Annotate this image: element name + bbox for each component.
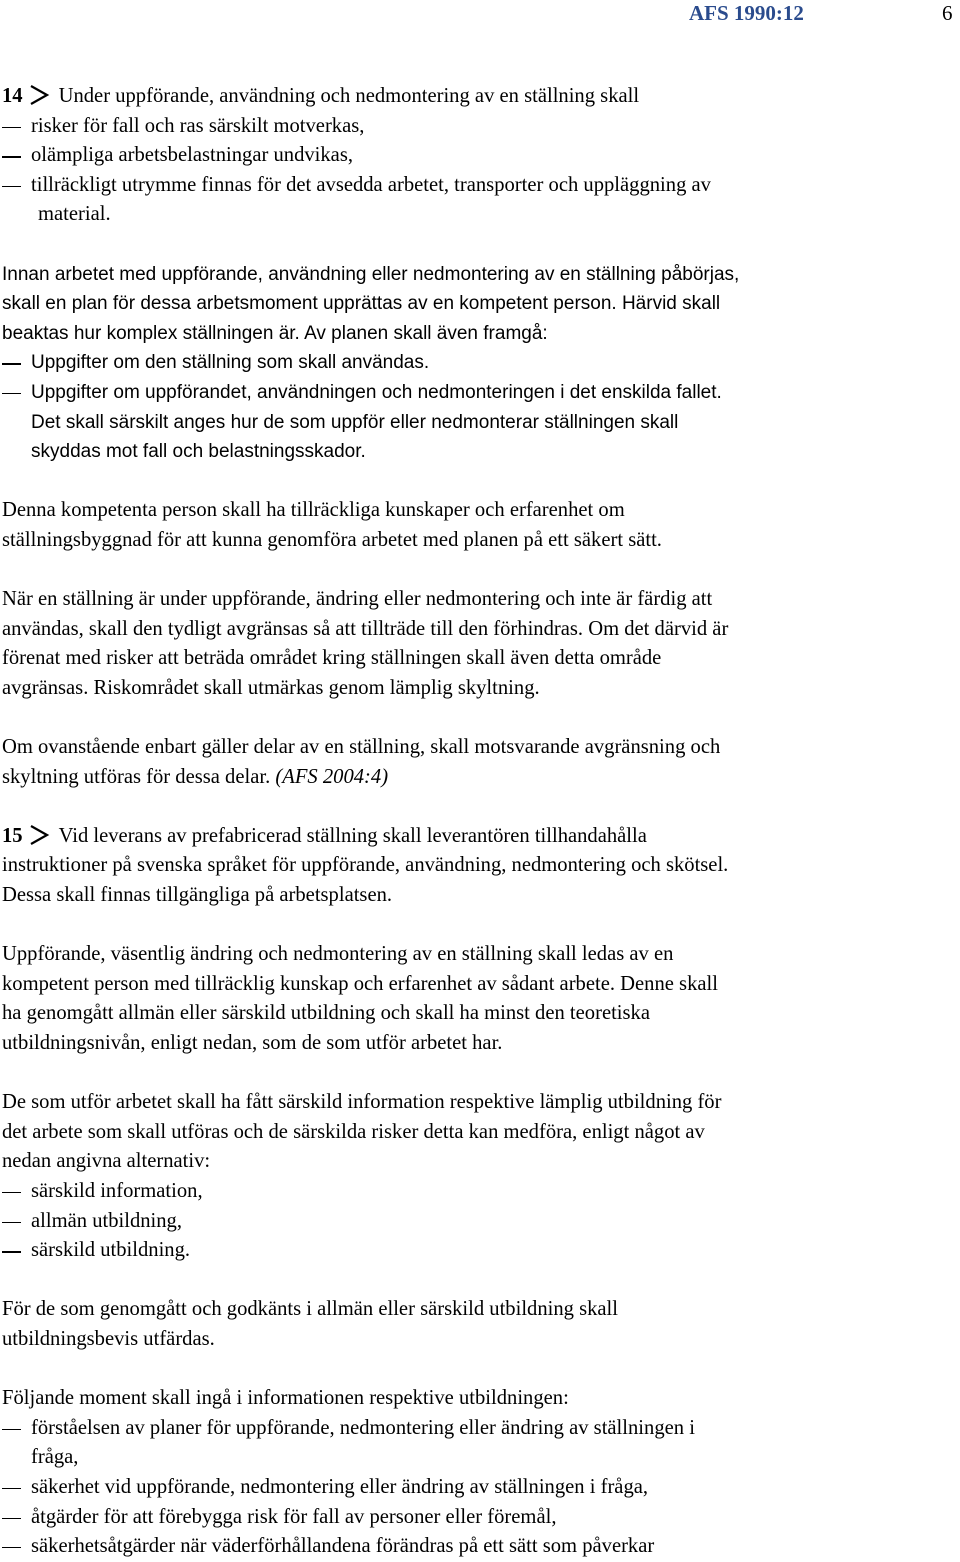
section-number: 15 [2, 824, 23, 847]
paragraph-text: skyltning utföras för dessa delar. [2, 765, 271, 788]
section-15-intro: Vid leverans av prefabricerad ställning skall leverantören tillhandahålla [58, 824, 647, 847]
paragraph-line: När en ställning är under uppförande, ändring eller nedmontering och inte är färdig att [2, 588, 713, 611]
paragraph-line: Innan arbetet med uppförande, användning eller nedmontering av en ställning påbörjas, [2, 263, 740, 285]
paragraph-line: Denna kompetenta person skall ha tillräckliga kunskaper och erfarenhet om [2, 499, 625, 522]
section-number: 14 [2, 85, 23, 107]
paragraph-line: användas, skall den tydligt avgränsas så att tillträde till den förhindras. Om det därvid är [2, 617, 729, 640]
list-item: särskild utbildning. [0, 1236, 960, 1266]
paragraph-line: utbildningsbevis utfärdas. [2, 1327, 215, 1350]
paragraph-line: skyddas mot fall och belastningsskador. [31, 441, 366, 463]
list-item: särskild information, [0, 1177, 960, 1207]
section-14-heading [0, 82, 960, 112]
list-item: säkerhet vid uppförande, nedmontering eller ändring av ställningen i fråga, [0, 1473, 960, 1503]
paragraph-line: avgränsas. Riskområdet skall utmärkas genom lämplig skyltning. [2, 676, 540, 699]
amendment-reference: (AFS 2004:4) [275, 765, 389, 788]
paragraph-sign-icon [27, 83, 51, 107]
list-item-continuation: material. [38, 203, 111, 226]
section-15-heading [0, 822, 960, 852]
list-item: allmän utbildning, [0, 1207, 960, 1237]
paragraph-line: Om ovanstående enbart gäller delar av en ställning, skall motsvarande avgränsning och [2, 736, 721, 759]
paragraph-line: förenat med risker att beträda området kring ställningen skall även detta område [2, 647, 662, 670]
list-item: säkerhetsåtgärder när väderförhållandena förändras på ett sätt som påverkar [0, 1532, 960, 1562]
paragraph-line [0, 763, 960, 793]
list-item-continuation: fråga, [31, 1446, 79, 1469]
paragraph-line: instruktioner på svenska språket för uppförande, användning, nedmontering och skötsel. [2, 854, 729, 877]
paragraph-line: För de som genomgått och godkänts i allmän eller särskild utbildning skall [2, 1298, 619, 1321]
paragraph-line: kompetent person med tillräcklig kunskap och erfarenhet av sådant arbete. Denne skall [2, 972, 718, 995]
paragraph-line: det arbete som skall utföras och de särskilda risker detta kan medföra, enligt något av [2, 1120, 705, 1143]
list-item: tillräckligt utrymme finnas för det avsedda arbetet, transporter och uppläggning av [0, 171, 960, 201]
list-item: Uppgifter om den ställning som skall användas. [0, 348, 960, 378]
paragraph-line: De som utför arbetet skall ha fått särskild information respektive lämplig utbildning för [2, 1091, 722, 1114]
list-item: risker för fall och ras särskilt motverkas, [0, 112, 960, 142]
paragraph-line: Dessa skall finnas tillgängliga på arbetsplatsen. [2, 884, 393, 907]
section-14-intro: Under uppförande, användning och nedmontering av en ställning skall [58, 85, 640, 107]
document-id: AFS 1990:12 [689, 1, 804, 25]
paragraph-line: beaktas hur komplex ställningen är. Av planen skall även framgå: [2, 322, 548, 344]
paragraph-line: skall en plan för dessa arbetsmoment upprättas av en kompetent person. Härvid skall [2, 293, 721, 315]
paragraph-line: utbildningsnivån, enligt nedan, som de som utför arbetet har. [2, 1032, 503, 1054]
paragraph-line: Det skall särskilt anges hur de som uppför eller nedmonterar ställningen skall [31, 411, 679, 433]
document-body [0, 82, 960, 1562]
page-number: 6 [942, 1, 953, 25]
page-header [0, 0, 960, 30]
paragraph-line: Uppförande, väsentlig ändring och nedmontering av en ställning skall ledas av en [2, 943, 674, 966]
list-item: Uppgifter om uppförandet, användningen och nedmonteringen i det enskilda fallet. [0, 378, 960, 408]
paragraph-line: ställningsbyggnad för att kunna genomföra arbetet med planen på ett säkert sätt. [2, 528, 662, 551]
paragraph-line: ha genomgått allmän eller särskild utbildning och skall ha minst den teoretiska [2, 1002, 650, 1025]
list-item: förståelsen av planer för uppförande, nedmontering eller ändring av ställningen i [0, 1414, 960, 1444]
list-item: åtgärder för att förebygga risk för fall av personer eller föremål, [0, 1503, 960, 1533]
paragraph-line: Följande moment skall ingå i informationen respektive utbildningen: [2, 1387, 569, 1410]
paragraph-line: nedan angivna alternativ: [2, 1150, 211, 1173]
list-item: olämpliga arbetsbelastningar undvikas, [0, 141, 960, 171]
paragraph-sign-icon [27, 823, 51, 847]
